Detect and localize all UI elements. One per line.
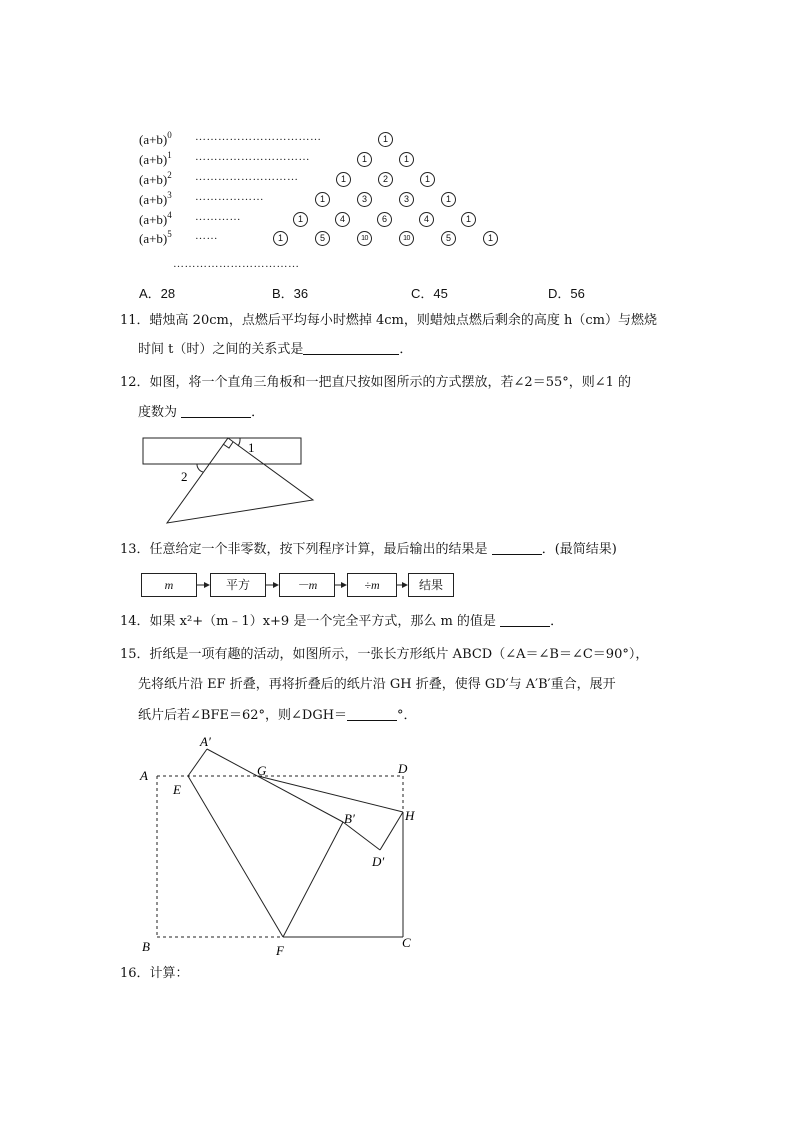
- coefficient-circle: 2: [378, 172, 393, 187]
- coefficient-circle: 1: [357, 152, 372, 167]
- q11-line1: 11．蜡烛高 20cm，点燃后平均每小时燃掉 4cm，则蜡烛点燃后剩余的高度 h（cm）与燃烧: [120, 313, 657, 328]
- coefficient-circle: 10: [399, 231, 414, 246]
- coefficient-circle: 4: [335, 212, 350, 227]
- label-c: C: [402, 935, 411, 950]
- coefficient-circle: 3: [399, 192, 414, 207]
- flow-box-result: 结果: [408, 573, 454, 597]
- option-c: C．45: [411, 286, 448, 301]
- expression-base: (a+b): [139, 172, 168, 187]
- q12-line2-end: ．: [251, 405, 265, 420]
- triangle-trailing-dots: ……………………………: [173, 258, 300, 270]
- label-d: D: [398, 761, 408, 776]
- q15-line2: 先将纸片沿 EF 折叠，再将折叠后的纸片沿 GH 折叠，使得 GD′与 A′B′重合，展开: [138, 677, 616, 692]
- triangle-row-dots: …………………………: [195, 151, 310, 163]
- q15-line1: 15．折纸是一项有趣的活动，如图所示，一张长方形纸片 ABCD（∠A＝∠B＝∠C＝90°），: [120, 647, 649, 662]
- expression-base: (a+b): [139, 212, 168, 227]
- coefficient-circle: 1: [336, 172, 351, 187]
- coefficient-circle: 1: [420, 172, 435, 187]
- edge-a-prime-b-prime: [207, 749, 343, 822]
- coefficient-circle: 10: [357, 231, 372, 246]
- edge-fb-prime: [283, 822, 343, 937]
- q14-text: 14．如果 x²+（m﹣1）x+9 是一个完全平方式，那么 m 的值是: [120, 614, 501, 629]
- coefficient-circle: 1: [399, 152, 414, 167]
- q11-line2-text: 时间 t（时）之间的关系式是: [138, 342, 304, 357]
- coefficient-circle: 1: [461, 212, 476, 227]
- expression-exponent: 0: [167, 130, 172, 140]
- expression-base: (a+b): [139, 192, 168, 207]
- label-a: A: [140, 768, 148, 783]
- q13-text: 13．任意给定一个非零数，按下列程序计算，最后输出的结果是: [120, 542, 492, 557]
- expression-base: (a+b): [139, 132, 168, 147]
- label-a-prime: A′: [200, 734, 211, 749]
- option-b: B．36: [272, 286, 309, 301]
- expression-exponent: 4: [167, 210, 172, 220]
- expression-exponent: 2: [167, 170, 172, 180]
- edge-hd-prime: [380, 812, 403, 850]
- flow-box-minus-m: －m: [279, 573, 335, 597]
- coefficient-circle: 1: [483, 231, 498, 246]
- coefficient-circle: 5: [315, 231, 330, 246]
- option-d: D．56: [548, 286, 585, 301]
- q12-line2-text: 度数为: [138, 405, 182, 420]
- label-e: E: [173, 782, 181, 797]
- coefficient-circle: 1: [315, 192, 330, 207]
- coefficient-circle: 5: [441, 231, 456, 246]
- q14-end: ．: [550, 614, 564, 629]
- edge-ea-prime: [188, 749, 207, 776]
- q11-line2-end: ．: [399, 342, 413, 357]
- coefficient-circle: 6: [377, 212, 392, 227]
- coefficient-circle: 1: [441, 192, 456, 207]
- edge-b-prime-d-prime: [343, 822, 380, 850]
- angle2-label: 2: [181, 469, 188, 484]
- triangle-row-dots: ………………: [195, 191, 264, 203]
- label-d-prime: D′: [372, 854, 385, 869]
- angle1-label: 1: [248, 440, 255, 455]
- expression-exponent: 5: [167, 229, 172, 239]
- label-h: H: [405, 808, 415, 823]
- label-f: F: [276, 943, 284, 958]
- q15-line3-end: °．: [397, 708, 417, 723]
- label-b: B: [142, 939, 150, 954]
- flow-box-divide-m: ÷m: [347, 573, 397, 597]
- triangle-row-dots: ……………………………: [195, 131, 322, 143]
- option-a: A．28: [139, 286, 176, 301]
- expression-base: (a+b): [139, 231, 168, 246]
- expression-exponent: 1: [167, 150, 172, 160]
- q13-end: ．(最简结果): [541, 542, 617, 557]
- label-g: G: [257, 763, 267, 778]
- triangle-row-dots: ………………………: [195, 171, 299, 183]
- edge-gh: [258, 776, 403, 812]
- coefficient-circle: 4: [419, 212, 434, 227]
- flow-box-square: 平方: [210, 573, 266, 597]
- triangle-row-dots: …………: [195, 211, 241, 223]
- triangle-row-dots: ……: [195, 230, 218, 242]
- q15-line3-text: 纸片后若∠BFE＝62°，则∠DGH＝: [138, 708, 348, 723]
- label-b-prime: B′: [344, 811, 355, 826]
- expression-base: (a+b): [139, 152, 168, 167]
- q16-line: 16．计算：: [120, 966, 189, 981]
- coefficient-circle: 1: [293, 212, 308, 227]
- coefficient-circle: 3: [357, 192, 372, 207]
- expression-exponent: 3: [167, 190, 172, 200]
- coefficient-circle: 1: [273, 231, 288, 246]
- q12-line1: 12．如图，将一个直角三角板和一把直尺按如图所示的方式摆放，若∠2＝55°，则∠1 的: [120, 375, 632, 390]
- flow-box-m: m: [141, 573, 197, 597]
- edge-ef: [188, 776, 283, 937]
- coefficient-circle: 1: [378, 132, 393, 147]
